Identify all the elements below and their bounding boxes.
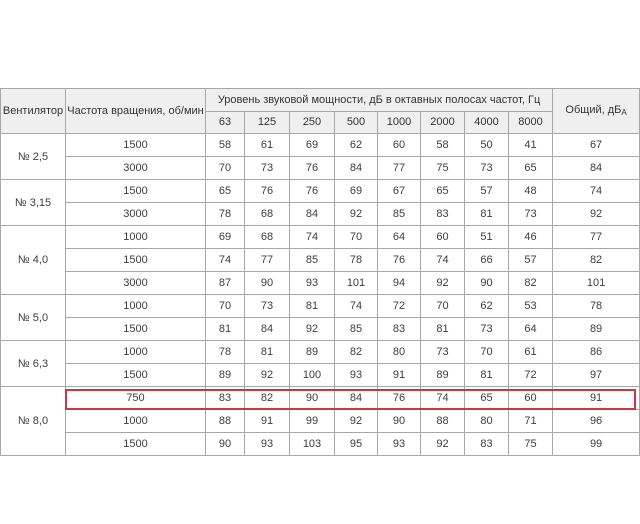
band-value-cell: 84 — [290, 203, 335, 226]
band-value-cell: 74 — [290, 226, 335, 249]
band-value-cell: 74 — [335, 295, 378, 318]
band-value-cell: 76 — [245, 180, 290, 203]
band-value-cell: 92 — [421, 433, 465, 456]
speed-cell: 3000 — [66, 157, 206, 180]
header-total-label: Общий, дБ — [565, 103, 622, 116]
speed-cell: 1500 — [66, 249, 206, 272]
band-value-cell: 87 — [206, 272, 245, 295]
band-value-cell: 69 — [290, 134, 335, 157]
fan-model-cell: № 5,0 — [1, 295, 66, 341]
speed-cell: 1000 — [66, 410, 206, 433]
band-value-cell: 90 — [206, 433, 245, 456]
table-body — [1, 134, 640, 456]
band-value-cell: 73 — [421, 341, 465, 364]
speed-cell: 1500 — [66, 318, 206, 341]
band-value-cell: 92 — [335, 410, 378, 433]
band-value-cell: 73 — [509, 203, 553, 226]
band-value-cell: 84 — [245, 318, 290, 341]
band-value-cell: 46 — [509, 226, 553, 249]
band-value-cell: 81 — [465, 364, 509, 387]
band-value-cell: 83 — [421, 203, 465, 226]
band-value-cell: 75 — [509, 433, 553, 456]
total-value-cell: 89 — [553, 318, 640, 341]
band-value-cell: 101 — [335, 272, 378, 295]
table-row-highlighted — [1, 410, 640, 433]
header-band-4000: 4000 — [465, 112, 509, 134]
band-value-cell: 70 — [465, 341, 509, 364]
table-row — [1, 226, 640, 249]
band-value-cell: 83 — [206, 387, 245, 410]
band-value-cell: 81 — [206, 318, 245, 341]
band-value-cell: 91 — [245, 410, 290, 433]
noise-table — [0, 88, 640, 456]
band-value-cell: 66 — [465, 249, 509, 272]
band-value-cell: 51 — [465, 226, 509, 249]
band-value-cell: 50 — [465, 134, 509, 157]
band-value-cell: 82 — [335, 341, 378, 364]
header-band-250: 250 — [290, 112, 335, 134]
band-value-cell: 74 — [421, 387, 465, 410]
table-row — [1, 341, 640, 364]
band-value-cell: 57 — [509, 249, 553, 272]
table-row — [1, 157, 640, 180]
band-value-cell: 93 — [290, 272, 335, 295]
band-value-cell: 93 — [335, 364, 378, 387]
fan-model-cell: № 4,0 — [1, 226, 66, 295]
header-band-1000: 1000 — [378, 112, 421, 134]
band-value-cell: 72 — [378, 295, 421, 318]
band-value-cell: 53 — [509, 295, 553, 318]
band-value-cell: 77 — [245, 249, 290, 272]
band-value-cell: 88 — [421, 410, 465, 433]
band-value-cell: 60 — [378, 134, 421, 157]
table-row — [1, 272, 640, 295]
band-value-cell: 73 — [245, 157, 290, 180]
band-value-cell: 57 — [465, 180, 509, 203]
speed-cell: 1000 — [66, 226, 206, 249]
band-value-cell: 67 — [378, 180, 421, 203]
band-value-cell: 64 — [509, 318, 553, 341]
band-value-cell: 85 — [290, 249, 335, 272]
fan-model-cell: № 3,15 — [1, 180, 66, 226]
band-value-cell: 70 — [206, 157, 245, 180]
band-value-cell: 62 — [465, 295, 509, 318]
speed-cell: 1500 — [66, 364, 206, 387]
table-row — [1, 134, 640, 157]
table-row — [1, 433, 640, 456]
band-value-cell: 65 — [421, 180, 465, 203]
band-value-cell: 76 — [290, 157, 335, 180]
band-value-cell: 76 — [290, 180, 335, 203]
band-value-cell: 41 — [509, 134, 553, 157]
total-value-cell: 67 — [553, 134, 640, 157]
band-value-cell: 68 — [245, 203, 290, 226]
speed-cell: 1000 — [66, 341, 206, 364]
table-row — [1, 180, 640, 203]
band-value-cell: 88 — [206, 410, 245, 433]
band-value-cell: 73 — [465, 157, 509, 180]
header-band-63: 63 — [206, 112, 245, 134]
band-value-cell: 77 — [378, 157, 421, 180]
total-value-cell: 91 — [553, 387, 640, 410]
table-row — [1, 203, 640, 226]
band-value-cell: 76 — [378, 249, 421, 272]
band-value-cell: 70 — [421, 295, 465, 318]
band-value-cell: 90 — [465, 272, 509, 295]
total-value-cell: 78 — [553, 295, 640, 318]
band-value-cell: 76 — [378, 387, 421, 410]
band-value-cell: 90 — [245, 272, 290, 295]
header-band-125: 125 — [245, 112, 290, 134]
band-value-cell: 92 — [245, 364, 290, 387]
header-total — [553, 89, 640, 134]
band-value-cell: 65 — [509, 157, 553, 180]
band-value-cell: 89 — [290, 341, 335, 364]
band-value-cell: 81 — [465, 203, 509, 226]
band-value-cell: 84 — [335, 157, 378, 180]
band-value-cell: 84 — [335, 387, 378, 410]
band-value-cell: 90 — [378, 410, 421, 433]
header-band-8000: 8000 — [509, 112, 553, 134]
band-value-cell: 61 — [245, 134, 290, 157]
band-value-cell: 61 — [509, 341, 553, 364]
band-value-cell: 99 — [290, 410, 335, 433]
band-value-cell: 90 — [290, 387, 335, 410]
header-band-2000: 2000 — [421, 112, 465, 134]
header-fan: Вентилятор — [1, 89, 66, 134]
band-value-cell: 82 — [245, 387, 290, 410]
total-value-cell: 82 — [553, 249, 640, 272]
band-value-cell: 62 — [335, 134, 378, 157]
band-value-cell: 103 — [290, 433, 335, 456]
table-row — [1, 387, 640, 410]
band-value-cell: 80 — [378, 341, 421, 364]
band-value-cell: 89 — [421, 364, 465, 387]
band-value-cell: 89 — [206, 364, 245, 387]
band-value-cell: 69 — [335, 180, 378, 203]
speed-cell: 1000 — [66, 295, 206, 318]
band-value-cell: 83 — [465, 433, 509, 456]
band-value-cell: 85 — [378, 203, 421, 226]
band-value-cell: 81 — [421, 318, 465, 341]
band-value-cell: 93 — [245, 433, 290, 456]
band-value-cell: 71 — [509, 410, 553, 433]
band-value-cell: 91 — [378, 364, 421, 387]
table-row — [1, 249, 640, 272]
table-row — [1, 364, 640, 387]
band-value-cell: 74 — [421, 249, 465, 272]
band-value-cell: 72 — [509, 364, 553, 387]
band-value-cell: 58 — [421, 134, 465, 157]
speed-cell: 3000 — [66, 272, 206, 295]
band-value-cell: 65 — [465, 387, 509, 410]
band-value-cell: 83 — [378, 318, 421, 341]
total-value-cell: 92 — [553, 203, 640, 226]
band-value-cell: 95 — [335, 433, 378, 456]
noise-table-container — [0, 88, 640, 450]
band-value-cell: 60 — [509, 387, 553, 410]
band-value-cell: 82 — [509, 272, 553, 295]
band-value-cell: 74 — [206, 249, 245, 272]
speed-cell: 750 — [66, 387, 206, 410]
band-value-cell: 48 — [509, 180, 553, 203]
band-value-cell: 92 — [421, 272, 465, 295]
table-header — [1, 89, 640, 134]
speed-cell: 1500 — [66, 180, 206, 203]
total-value-cell: 84 — [553, 157, 640, 180]
total-value-cell: 96 — [553, 410, 640, 433]
band-value-cell: 94 — [378, 272, 421, 295]
speed-cell: 3000 — [66, 203, 206, 226]
total-value-cell: 86 — [553, 341, 640, 364]
band-value-cell: 80 — [465, 410, 509, 433]
header-speed: Частота вращения, об/мин — [66, 89, 206, 134]
fan-model-cell: № 6,3 — [1, 341, 66, 387]
band-value-cell: 73 — [245, 295, 290, 318]
total-value-cell: 97 — [553, 364, 640, 387]
speed-cell: 1500 — [66, 433, 206, 456]
band-value-cell: 60 — [421, 226, 465, 249]
table-row — [1, 318, 640, 341]
band-value-cell: 81 — [290, 295, 335, 318]
band-value-cell: 93 — [378, 433, 421, 456]
band-value-cell: 69 — [206, 226, 245, 249]
total-value-cell: 99 — [553, 433, 640, 456]
header-band-500: 500 — [335, 112, 378, 134]
header-sound-level: Уровень звуковой мощности, дБ в октавных полосах частот, Гц — [206, 89, 553, 112]
band-value-cell: 78 — [206, 341, 245, 364]
band-value-cell: 100 — [290, 364, 335, 387]
band-value-cell: 92 — [290, 318, 335, 341]
band-value-cell: 73 — [465, 318, 509, 341]
header-total-sub: A — [621, 107, 627, 117]
band-value-cell: 92 — [335, 203, 378, 226]
band-value-cell: 64 — [378, 226, 421, 249]
band-value-cell: 70 — [335, 226, 378, 249]
band-value-cell: 58 — [206, 134, 245, 157]
fan-model-cell: № 8,0 — [1, 387, 66, 456]
band-value-cell: 65 — [206, 180, 245, 203]
band-value-cell: 81 — [245, 341, 290, 364]
fan-model-cell: № 2,5 — [1, 134, 66, 180]
band-value-cell: 85 — [335, 318, 378, 341]
total-value-cell: 74 — [553, 180, 640, 203]
band-value-cell: 78 — [206, 203, 245, 226]
table-row — [1, 295, 640, 318]
total-value-cell: 101 — [553, 272, 640, 295]
speed-cell: 1500 — [66, 134, 206, 157]
band-value-cell: 75 — [421, 157, 465, 180]
band-value-cell: 68 — [245, 226, 290, 249]
total-value-cell: 77 — [553, 226, 640, 249]
band-value-cell: 78 — [335, 249, 378, 272]
band-value-cell: 70 — [206, 295, 245, 318]
